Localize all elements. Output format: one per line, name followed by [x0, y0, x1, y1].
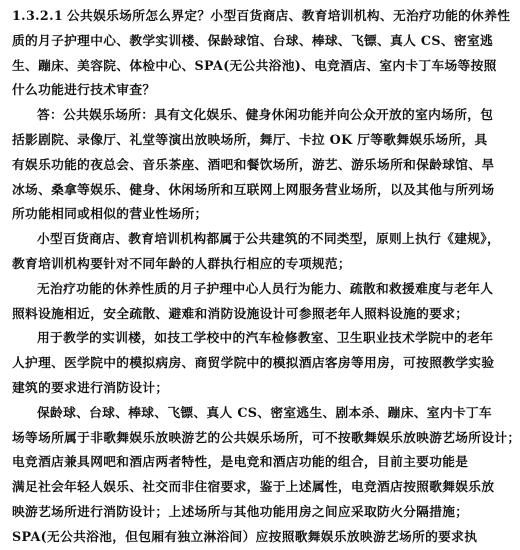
- answer-line-10: 用于教学的实训楼，如技工学校中的汽车检修教室、卫生职业技术学院中的老年: [37, 330, 494, 346]
- answer-line-16: 满足社会年轻人娱乐、社交而非住宿要求，鉴于上述属性，电竞酒店按照歌舞娱乐放: [12, 479, 495, 495]
- question-line-4: 什么功能进行技术审查？: [12, 82, 156, 98]
- answer-line-3: 有娱乐功能的夜总会、音乐茶座、酒吧和餐饮场所，游艺、游乐场所和保龄球馆、旱: [12, 156, 495, 172]
- question-line-2: 质的月子护理中心、教学实训楼、保龄球馆、台球、棒球、飞镖、真人 CS、密室逃: [12, 32, 494, 48]
- answer-line-15: 电竞酒店兼具网吧和酒店两者特性，是电竞和酒店功能的组合，目前主要功能是: [12, 454, 469, 470]
- answer-line-8: 无治疗功能的休养性质的月子护理中心人员行为能力、疏散和救援难度与老年人: [37, 280, 494, 296]
- question-number: 1.3.2.1: [12, 8, 64, 23]
- answer-line-2: 括影剧院、录像厅、礼堂等演出放映场所，舞厅、卡拉 OK 厅等歌舞娱乐场所，具: [12, 131, 488, 147]
- answer-line-7: 教育培训机构要针对不同年龄的人群执行相应的专项规范；: [12, 255, 351, 271]
- answer-line-4: 冰场、桑拿等娱乐、健身、休闲场所和互联网上网服务营业场所，以及其他与所列场: [12, 181, 495, 197]
- answer-line-1: 答：公共娱乐场所：具有文化娱乐、健身休闲功能并向公众开放的室内场所，包: [37, 107, 494, 123]
- answer-line-13: 保龄球、台球、棒球、飞镖、真人 CS、密室逃生、剧本杀、蹦床、室内卡丁车: [37, 404, 492, 420]
- question-line-1: 1.3.2.1 公共娱乐场所怎么界定？小型百货商店、教育培训机构、无治疗功能的休养性: [12, 8, 511, 23]
- answer-line-14: 场等场所属于非歌舞娱乐放映游艺的公共娱乐场所，可不按歌舞娱乐放映游艺场所设计；: [12, 429, 520, 445]
- answer-label: 答：: [37, 107, 64, 123]
- question-line-3: 生、蹦床、美容院、体检中心、SPA(无公共浴池)、电竞酒店、室内卡丁车场等按照: [12, 57, 497, 73]
- answer-line-5: 所功能相同或相似的营业性场所；: [12, 206, 208, 222]
- answer-line-6: 小型百货商店、教育培训机构都属于公共建筑的不同类型，原则上执行《建规》，: [37, 231, 500, 247]
- answer-line-17: 映游艺场所进行消防设计；上述场所与其他功能用房之间应采取防火分隔措施；: [12, 503, 469, 519]
- answer-line-12: 建筑的要求进行消防设计；: [12, 379, 169, 395]
- answer-line-11: 人护理、医学院中的模拟病房、商贸学院中的模拟酒店客房等用房，可按照教学实验: [12, 355, 495, 371]
- answer-line-9: 照料设施相近，安全疏散、避难和消防设施设计可参照老年人照料设施的要求；: [12, 305, 469, 321]
- answer-line-18: SPA(无公共浴池，但包厢有独立淋浴间）应按照歌舞娱乐放映游艺场所的要求执: [12, 528, 478, 544]
